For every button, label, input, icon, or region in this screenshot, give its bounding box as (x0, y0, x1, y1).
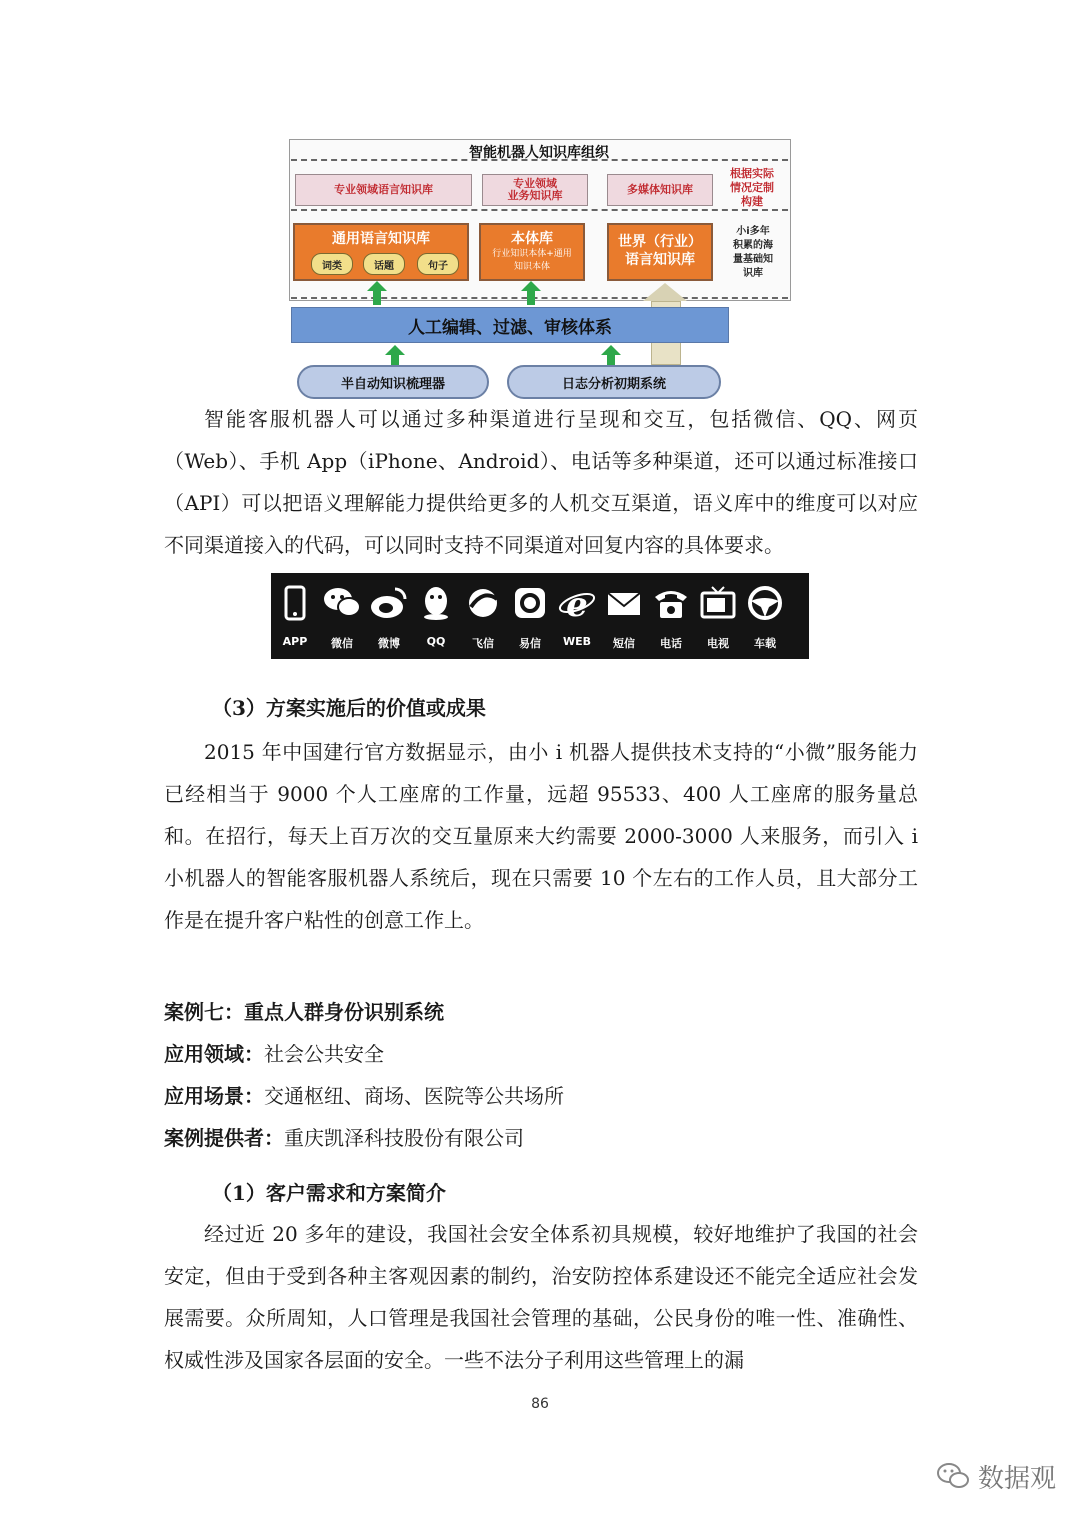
envelope-icon (604, 585, 644, 621)
channel-label: 短信 (613, 637, 635, 650)
channel-label: APP (282, 635, 308, 648)
base-row-note: 小i多年 积累的海 量基础知 识库 (733, 226, 773, 279)
channel-yixin (506, 573, 554, 659)
custom-row-note: 根据实际 情况定制 构建 (730, 167, 774, 208)
paragraph-results: 2015 年中国建行官方数据显示，由小 i 机器人提供技术支持的“小微”服务能力已经相当于 9000 个人工座席的工作量，远超 95533、400 人工座席的服务量总和。在招行，每天上百万次的交互量原来大约需要 2000-3000 人来服务，而引入 i 小机器人的智能客服机器人系统后，现在只需要 10 个左右的工作人员，且大部分工作是在提升客户粘性的创意工作上。 (164, 740, 918, 932)
channel-car (741, 573, 789, 659)
yixin-icon (510, 585, 550, 621)
page-number: 86 (531, 1396, 549, 1412)
channel-label: 微信 (331, 637, 353, 650)
up-arrow-icon (385, 345, 405, 355)
channel-web (553, 573, 601, 659)
fetion-icon (463, 585, 503, 621)
review-system-bar: 人工编辑、过滤、审核体系 (291, 307, 729, 343)
provider-label: 案例提供者： (164, 1126, 284, 1150)
field-label: 应用领域： (164, 1042, 264, 1066)
semi-auto-organizer: 半自动知识梳理器 (297, 365, 489, 399)
channel-label: 易信 (519, 637, 541, 650)
channel-wechat (318, 573, 366, 659)
telephone-icon (651, 585, 691, 621)
provider-value: 重庆凯泽科技股份有限公司 (284, 1126, 524, 1150)
scene-label: 应用场景： (164, 1084, 264, 1108)
paragraph-requirements: 经过近 20 多年的建设，我国社会安全体系初具规模，较好地维护了我国的社会安定，但由于受到各种主客观因素的制约，治安防控体系建设还不能完全适应社会发展需要。众所周知，人口管理是我国社会管理的基础，公民身份的唯一性、准确性、权威性涉及国家各层面的安全。一些不法分子利用这些管理上的漏 (164, 1222, 918, 1372)
watermark-text: 数据观 (978, 1463, 1057, 1494)
channel-tv (694, 573, 742, 659)
svg-text:e: e (566, 585, 588, 621)
tv-icon (698, 585, 738, 621)
channel-label: 电视 (707, 637, 729, 650)
case-title: 案例七：重点人群身份识别系统 (164, 1000, 444, 1024)
custom-kb-box: 多媒体知识库 (607, 174, 713, 206)
up-arrow-icon (601, 345, 621, 355)
channel-label: 电话 (660, 637, 682, 650)
ontology-title: 本体库 (511, 231, 553, 247)
channel-qq (412, 573, 460, 659)
dashed-divider (291, 297, 788, 299)
channel-fetion (459, 573, 507, 659)
channel-weibo (365, 573, 413, 659)
ontology-kb (479, 223, 585, 281)
channel-phone-call (647, 573, 695, 659)
general-kb-title: 通用语言知识库 (332, 231, 430, 247)
diagram-title: 智能机器人知识库组织 (469, 145, 609, 161)
watermark (936, 1456, 1056, 1496)
up-arrow-icon (367, 281, 387, 291)
dashed-divider (291, 159, 788, 161)
ie-icon (557, 585, 597, 621)
field-value: 社会公共安全 (264, 1042, 384, 1066)
paragraph-channels: 智能客服机器人可以通过多种渠道进行呈现和交互，包括微信、QQ、网页（Web）、手机 App（iPhone、Android）、电话等多种渠道，还可以通过标准接口（API）可以把语义理解能力提供给更多的人机交互渠道，语义库中的维度可以对应不同渠道接入的代码，可以同时支持不同渠道对回复内容的具体要求。 (164, 407, 918, 557)
custom-kb-box: 专业领域 业务知识库 (482, 174, 588, 206)
channel-sms (600, 573, 648, 659)
up-arrow-icon (373, 291, 381, 305)
up-arrow-icon (527, 291, 535, 305)
pill-word-class: 词类 (311, 253, 353, 275)
case-provider (164, 1122, 524, 1151)
channel-label: WEB (562, 635, 592, 648)
world-kb-title: 世界（行业） 语言知识库 (618, 234, 702, 268)
up-arrow-icon (521, 281, 541, 291)
dashed-divider (291, 209, 788, 211)
qq-icon (416, 585, 456, 621)
world-kb (607, 223, 713, 281)
general-language-kb (293, 223, 469, 281)
big-up-arrow-icon (643, 283, 687, 301)
channel-app (271, 573, 319, 659)
section-heading: （3）方案实施后的价值或成果 (212, 696, 486, 720)
up-arrow-icon (607, 355, 615, 365)
log-analysis-system: 日志分析初期系统 (507, 365, 721, 399)
pill-sentence: 句子 (417, 253, 459, 275)
scene-value: 交通枢纽、商场、医院等公共场所 (264, 1084, 564, 1108)
up-arrow-icon (391, 355, 399, 365)
channel-label: QQ (426, 635, 446, 648)
channel-label: 飞信 (472, 637, 494, 650)
ontology-sub: 行业知识本体+通用 知识本体 (492, 249, 572, 272)
application-field (164, 1038, 384, 1067)
wechat-logo-icon (936, 1461, 970, 1491)
wechat-icon (322, 585, 362, 621)
knowledge-base-diagram (289, 139, 791, 401)
custom-kb-box: 专业领域语言知识库 (295, 174, 472, 206)
steering-wheel-icon (745, 585, 785, 621)
channel-label: 微博 (378, 637, 400, 650)
application-scene (164, 1080, 564, 1109)
phone-icon (275, 585, 315, 621)
section-heading: （1）客户需求和方案简介 (212, 1181, 446, 1205)
channel-label: 车载 (754, 637, 776, 650)
weibo-icon (369, 585, 409, 621)
channel-icons-bar (271, 573, 809, 659)
pill-topic: 话题 (363, 253, 405, 275)
